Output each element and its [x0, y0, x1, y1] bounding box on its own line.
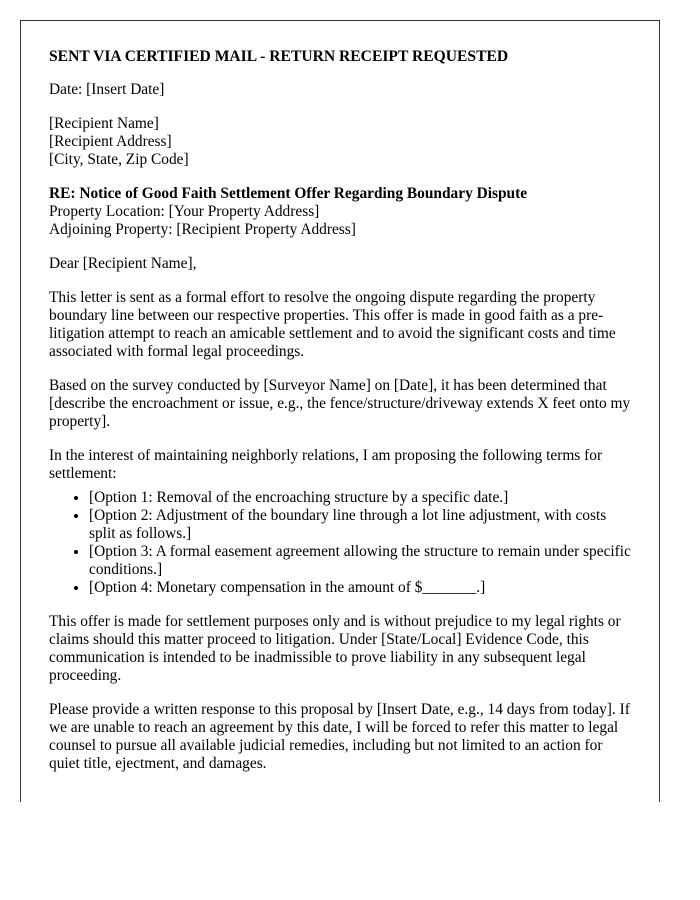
- option-item: • [Option 2: Adjustment of the boundary line through a lot line adjustment, with costs split as follows.]: [89, 507, 634, 543]
- letter-page: [20, 20, 660, 802]
- re-block: [49, 185, 634, 239]
- option-item: • [Option 4: Monetary compensation in the amount of $_______.]: [89, 579, 634, 597]
- option-item: • [Option 1: Removal of the encroaching structure by a specific date.]: [89, 489, 634, 507]
- option-item: • [Option 3: A formal easement agreement allowing the structure to remain under specific conditions.]: [89, 543, 634, 579]
- paragraph-intro: This letter is sent as a formal effort to resolve the ongoing dispute regarding the property boundary line between our respective properties. This offer is made in good faith as a pre-litigation attempt to reach an amicable settlement and to avoid the significant costs and time associated with formal legal proceedings.: [49, 289, 616, 360]
- letter-content: [49, 48, 634, 789]
- paragraph-without-prejudice: This offer is made for settlement purposes only and is without prejudice to my legal rights or claims should this matter proceed to litigation. Under [State/Local] Evidence Code, this communication is intended to be inadmissible to prove liability in any subsequent legal proceeding.: [49, 613, 621, 684]
- paragraph-survey: Based on the survey conducted by [Surveyor Name] on [Date], it has been determined that [describe the encroachment or issue, e.g., the fence/structure/driveway extends X feet onto my property].: [49, 377, 631, 430]
- settlement-options-list: [49, 489, 634, 597]
- mailing-header: SENT VIA CERTIFIED MAIL - RETURN RECEIPT REQUESTED: [49, 48, 509, 65]
- re-subject: RE: Notice of Good Faith Settlement Offer Regarding Boundary Dispute: [49, 185, 528, 202]
- recipient-city-state-zip: [City, State, Zip Code]: [49, 151, 189, 168]
- paragraph-terms-intro: In the interest of maintaining neighborly relations, I am proposing the following terms for settlement:: [49, 447, 603, 482]
- recipient-block: [49, 115, 634, 169]
- date-line: Date: [Insert Date]: [49, 81, 165, 98]
- salutation: Dear [Recipient Name],: [49, 255, 197, 272]
- recipient-address: [Recipient Address]: [49, 133, 172, 150]
- paragraph-response-deadline: Please provide a written response to this proposal by [Insert Date, e.g., 14 days from today]. If we are unable to reach an agreement by this date, I will be forced to refer this matter to legal counsel to pursue all available judicial remedies, including but not limited to an action for quiet title, ejectment, and damages.: [49, 701, 630, 772]
- adjoining-property: Adjoining Property: [Recipient Property Address]: [49, 221, 356, 238]
- recipient-name: [Recipient Name]: [49, 115, 159, 132]
- property-location: Property Location: [Your Property Address]: [49, 203, 320, 220]
